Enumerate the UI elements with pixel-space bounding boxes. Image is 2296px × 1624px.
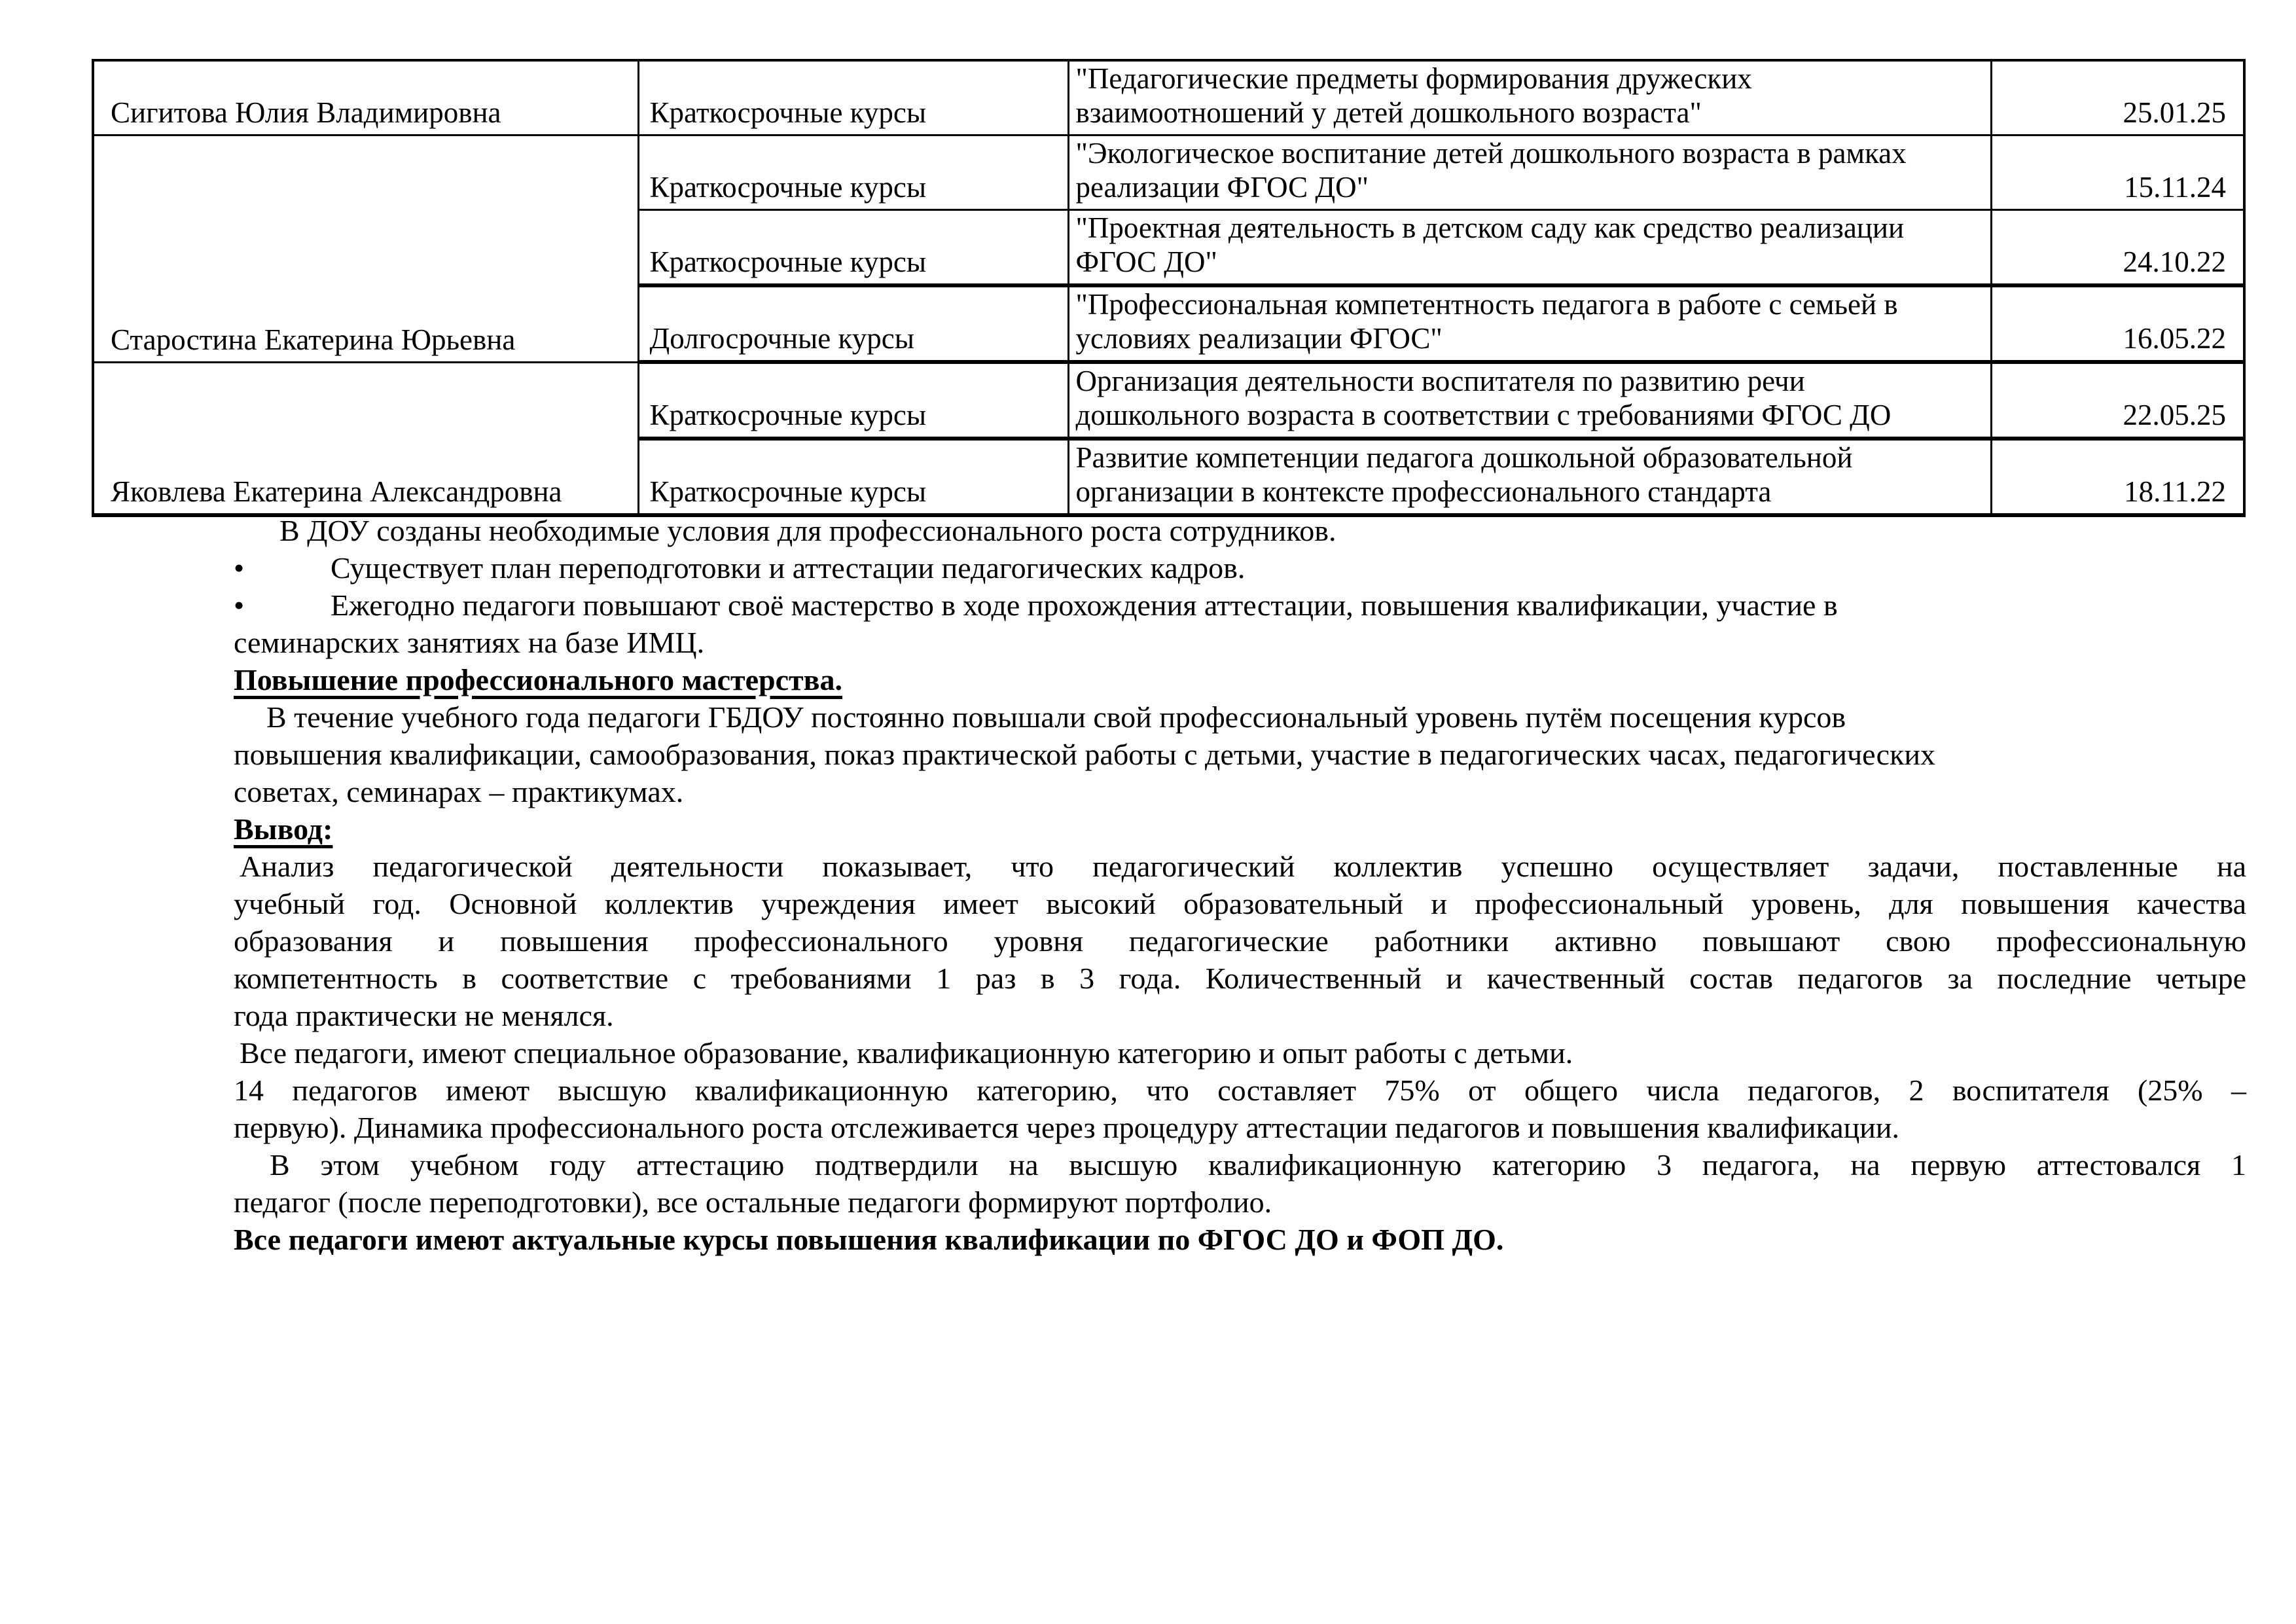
body-line: 14 педагогов имеют высшую квалификационную категорию, что составляет 75% от общего числа педагогов, 2 воспитателя (25% – bbox=[234, 1074, 2246, 1107]
body-line: Все педагоги, имеют специальное образование, квалификационную категорию и опыт работы с детьми. bbox=[240, 1036, 1573, 1070]
teacher-name-cell: Сигитова Юлия Владимировна bbox=[93, 60, 638, 135]
course-title-line: "Проектная деятельность в детском саду как средство реализации bbox=[1075, 211, 1905, 244]
teacher-name-cell: Старостина Екатерина Юрьевна bbox=[93, 135, 638, 363]
body-line: педагог (после переподготовки), все остальные педагоги формируют портфолио. bbox=[234, 1185, 1272, 1219]
course-title-cell bbox=[1068, 285, 1991, 362]
course-title-line: дошкольного возраста в соответствии с требованиями ФГОС ДО bbox=[1075, 399, 1892, 431]
course-type-cell: Краткосрочные курсы bbox=[638, 60, 1068, 135]
table-row bbox=[93, 135, 2244, 210]
course-date-cell: 15.11.24 bbox=[1991, 135, 2244, 210]
body-line: компетентность в соответствие с требованиями 1 раз в 3 года. Количественный и качественный состав педагогов за последние четыре bbox=[234, 962, 2246, 995]
table-row bbox=[93, 362, 2244, 439]
course-title-line: реализации ФГОС ДО" bbox=[1075, 171, 1369, 204]
course-type-cell: Краткосрочные курсы bbox=[638, 362, 1068, 439]
body-line: Ежегодно педагоги повышают своё мастерство в ходе прохождения аттестации, повышения квалификации, участие в bbox=[331, 588, 1838, 622]
bullet-icon: • bbox=[234, 588, 245, 622]
course-title-cell bbox=[1068, 210, 1991, 286]
body-line: года практически не менялся. bbox=[234, 999, 614, 1032]
course-title-line: "Профессиональная компетентность педагога в работе с семьей в bbox=[1075, 288, 1898, 321]
course-type-cell: Долгосрочные курсы bbox=[638, 285, 1068, 362]
body-line: Анализ педагогической деятельности показывает, что педагогический коллектив успешно осуществляет задачи, поставленные на bbox=[240, 850, 2246, 883]
section-heading-conclusion: Вывод: bbox=[234, 812, 333, 846]
course-title-line: "Педагогические предметы формирования дружеских bbox=[1075, 62, 1752, 95]
course-title-cell bbox=[1068, 60, 1991, 135]
course-title-cell bbox=[1068, 362, 1991, 439]
body-line: В течение учебного года педагоги ГБДОУ постоянно повышали свой профессиональный уровень путём посещения курсов bbox=[266, 700, 1846, 734]
course-title-cell bbox=[1068, 135, 1991, 210]
course-title-line: "Экологическое воспитание детей дошкольного возраста в рамках bbox=[1075, 137, 1907, 170]
course-date-cell: 18.11.22 bbox=[1991, 439, 2244, 515]
body-line: учебный год. Основной коллектив учреждения имеет высокий образовательный и профессиональный уровень, для повышения качества bbox=[234, 887, 2246, 920]
course-date-cell: 25.01.25 bbox=[1991, 60, 2244, 135]
body-text bbox=[234, 512, 2246, 1258]
bullet-list-item bbox=[234, 586, 2246, 624]
body-line: семинарских занятиях на базе ИМЦ. bbox=[234, 626, 705, 659]
teacher-name-cell: Яковлева Екатерина Александровна bbox=[93, 362, 638, 515]
bullet-list-item bbox=[234, 549, 2246, 586]
course-title-line: условиях реализации ФГОС" bbox=[1075, 322, 1443, 355]
section-heading-mastery: Повышение профессионального мастерства. bbox=[234, 663, 842, 696]
course-type-cell: Краткосрочные курсы bbox=[638, 210, 1068, 286]
body-line: повышения квалификации, самообразования, показ практической работы с детьми, участие в педагогических часах, педагогических bbox=[234, 738, 1936, 771]
course-type-cell: Краткосрочные курсы bbox=[638, 135, 1068, 210]
course-date-cell: 24.10.22 bbox=[1991, 210, 2244, 286]
course-date-cell: 22.05.25 bbox=[1991, 362, 2244, 439]
body-line: советах, семинарах – практикумах. bbox=[234, 775, 684, 808]
course-title-line: взаимоотношений у детей дошкольного возраста" bbox=[1075, 96, 1702, 129]
course-title-line: Организация деятельности воспитателя по развитию речи bbox=[1075, 365, 1805, 397]
courses-table bbox=[92, 59, 2246, 517]
course-title-cell bbox=[1068, 439, 1991, 515]
body-line: В этом учебном году аттестацию подтвердили на высшую квалификационную категорию 3 педагога, на первую аттестовался 1 bbox=[270, 1148, 2246, 1182]
final-statement: Все педагоги имеют актуальные курсы повышения квалификации по ФГОС ДО и ФОП ДО. bbox=[234, 1223, 1504, 1256]
body-line: В ДОУ созданы необходимые условия для профессионального роста сотрудников. bbox=[279, 514, 1336, 547]
body-line: Существует план переподготовки и аттестации педагогических кадров. bbox=[331, 551, 1246, 585]
course-title-line: ФГОС ДО" bbox=[1075, 245, 1217, 278]
body-line: образования и повышения профессионального уровня педагогические работники активно повышают свою профессиональную bbox=[234, 924, 2246, 958]
course-title-line: Развитие компетенции педагога дошкольной образовательной bbox=[1075, 441, 1853, 474]
bullet-icon: • bbox=[234, 551, 245, 585]
course-date-cell: 16.05.22 bbox=[1991, 285, 2244, 362]
body-line: первую). Динамика профессионального роста отслеживается через процедуру аттестации педагогов и повышения квалификации. bbox=[234, 1111, 1900, 1144]
table-row bbox=[93, 60, 2244, 135]
course-type-cell: Краткосрочные курсы bbox=[638, 439, 1068, 515]
course-title-line: организации в контексте профессионального стандарта bbox=[1075, 475, 1772, 508]
